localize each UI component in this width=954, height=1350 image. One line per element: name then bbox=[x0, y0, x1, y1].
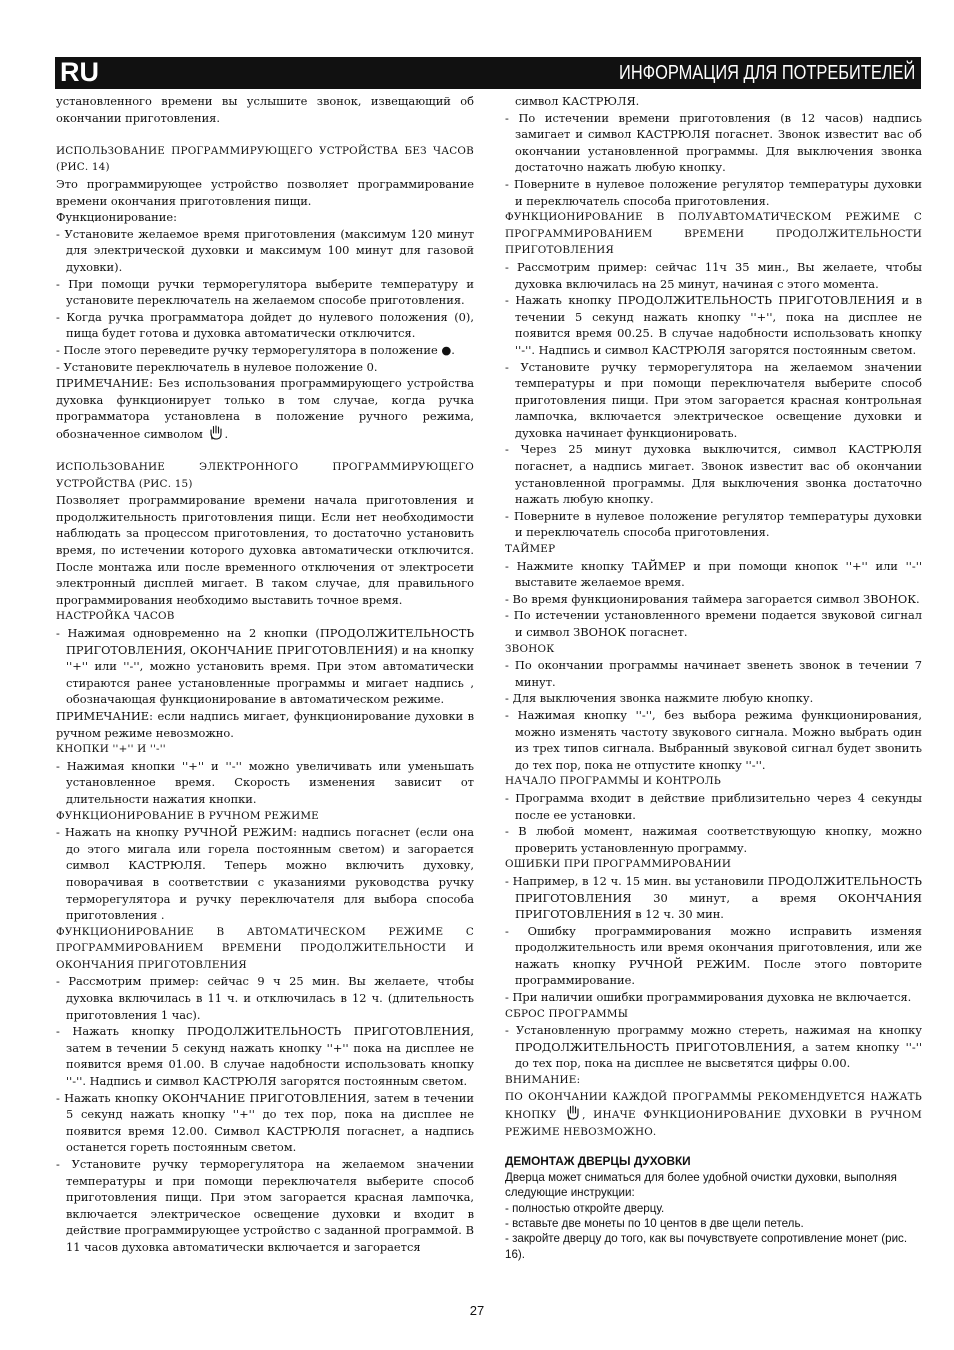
list-item bbox=[56, 625, 474, 708]
text: - Нажать на кнопку РУЧНОЙ РЕЖИМ: надпись погаснет (если она до этого мигала или горела постоянным светом) и загорается символ КАСТРЮЛЯ. Теперь можно включить духовку, поворачивая в соответствии с указаниями руководства ручку терморегулятора и ручку переключателя для выбора способа приготовления . bbox=[56, 825, 474, 923]
text: - Установите ручку терморегулятора на желаемом значении температуры и при помощи переключателя выберите способ приготовления пищи. При этом загорается красная контрольная лампочка, включается электрическое освещение духовки и духовка начинает функционировать. bbox=[505, 359, 922, 440]
list-item bbox=[56, 1156, 474, 1256]
list-item bbox=[505, 558, 922, 591]
paragraph bbox=[56, 93, 474, 126]
list-item bbox=[505, 508, 922, 541]
section-heading bbox=[56, 608, 474, 625]
list-item bbox=[505, 359, 922, 442]
list-item bbox=[56, 1090, 474, 1156]
section-heading bbox=[505, 856, 922, 873]
list-item bbox=[505, 176, 922, 209]
section-heading bbox=[56, 459, 474, 492]
page-header bbox=[55, 57, 921, 89]
text: - Поверните в нулевое положение регулятор температуры духовки и переключатель способа приготовления. bbox=[505, 508, 922, 540]
list-item bbox=[56, 824, 474, 924]
text: - Когда ручка программатора дойдет до нулевого положения (0), пища будет готова и духовка автоматически отключится. bbox=[56, 309, 474, 341]
section-heading bbox=[505, 209, 922, 259]
section-heading bbox=[56, 143, 474, 176]
text: - В любой момент, нажимая соответствующую кнопку, можно проверить установленную программу. bbox=[505, 824, 922, 855]
section-heading bbox=[56, 924, 474, 974]
paragraph bbox=[56, 375, 474, 442]
list-item bbox=[56, 973, 474, 1023]
text: ОШИБКИ ПРИ ПРОГРАММИРОВАНИИ bbox=[505, 858, 732, 871]
text: ТАЙМЕР bbox=[505, 543, 556, 556]
page-number: 27 bbox=[469, 1303, 485, 1318]
text: - Во время функционирования таймера загорается символ ЗВОНОК. bbox=[505, 591, 920, 606]
door-removal-section bbox=[505, 1154, 922, 1262]
section-heading bbox=[505, 1006, 922, 1023]
list-item bbox=[56, 226, 474, 276]
text: - Установите переключатель в нулевое положение 0. bbox=[56, 359, 378, 374]
text: - Установленную программу можно стереть, нажимая на кнопку ПРОДОЛЖИТЕЛЬНОСТЬ ПРИГОТОВЛЕНИЯ, а затем кнопку ''-'' до тех пор, пока на дисплее не высветятся цифры 0.00. bbox=[505, 1023, 922, 1071]
paragraph bbox=[505, 93, 922, 110]
text: Функционирование: bbox=[56, 210, 177, 225]
spacer bbox=[56, 442, 474, 459]
right-column bbox=[505, 93, 922, 1262]
list-item bbox=[505, 873, 922, 923]
list-item bbox=[505, 607, 922, 640]
text: установленного времени вы услышите звонок, извещающий об окончании приготовления. bbox=[56, 94, 474, 125]
text: Это программирующее устройство позволяет программирование времени окончания приготовления пищи. bbox=[56, 176, 474, 208]
section-heading bbox=[56, 808, 474, 825]
list-item bbox=[505, 1022, 922, 1072]
list-item bbox=[505, 707, 922, 773]
list-item bbox=[56, 342, 474, 359]
text: , ИНАЧЕ ФУНКЦИОНИРОВАНИЕ ДУХОВКИ В РУЧНОМ РЕЖИМЕ НЕВОЗМОЖНО. bbox=[505, 1109, 922, 1138]
text: ПРИМЕЧАНИЕ: Без использования программирующего устройства духовка функционирует только в том случае, когда ручка программатора установлена в положение ручного режима, обозначенное символом bbox=[56, 376, 474, 441]
language-code: RU bbox=[60, 57, 99, 87]
list-item bbox=[505, 989, 922, 1006]
paragraph bbox=[505, 1089, 922, 1141]
list-item bbox=[56, 309, 474, 342]
text: - Например, в 12 ч. 15 мин. вы установили ПРОДОЛЖИТЕЛЬНОСТЬ ПРИГОТОВЛЕНИЯ 30 минут, а время ОКОНЧАНИЯ ПРИГОТОВЛЕНИЯ в 12 ч. 30 мин. bbox=[505, 873, 922, 922]
list-item bbox=[505, 441, 922, 507]
door-removal-line: Дверца может сниматься для более удобной очистки духовки, выполняя следующие инструкции: bbox=[505, 1170, 897, 1200]
list-item bbox=[505, 690, 922, 707]
list-item bbox=[505, 591, 922, 608]
spacer bbox=[56, 126, 474, 143]
list-item bbox=[505, 823, 922, 856]
list-item bbox=[505, 110, 922, 176]
text: - Рассмотрим пример: сейчас 11ч 35 мин., Вы желаете, чтобы духовка включилась на 25 минут, начиная с этого момента. bbox=[505, 259, 922, 291]
section-heading bbox=[505, 641, 922, 658]
section-heading bbox=[505, 541, 922, 558]
paragraph bbox=[56, 492, 474, 608]
list-item bbox=[56, 276, 474, 309]
text: ИСПОЛЬЗОВАНИЕ ПРОГРАММИРУЮЩЕГО УСТРОЙСТВА БЕЗ ЧАСОВ (РИС. 14) bbox=[56, 144, 474, 174]
text: - Для выключения звонка нажмите любую кнопку. bbox=[505, 691, 814, 706]
text: - Нажать кнопку ПРОДОЛЖИТЕЛЬНОСТЬ ПРИГОТОВЛЕНИЯ, затем в течении 5 секунд нажать кнопку ''+'' пока на дисплее не появится время 01.00. В случае надобности использовать кнопку ''-''. Надпись и символ КАСТРЮЛЯ загорятся постоянным светом. bbox=[56, 1024, 474, 1089]
section-heading bbox=[56, 741, 474, 758]
text: - Ошибку программирования можно исправить изменяя продолжительность или время окончания приготовления, или же нажать кнопку РУЧНОЙ РЕЖИМ. После этого повторите программирование. bbox=[505, 923, 922, 988]
section-heading bbox=[505, 773, 922, 790]
text: - Установите желаемое время приготовления (максимум 120 минут для электрической духовки и максимум 100 минут для газовой духовки). bbox=[56, 226, 474, 274]
list-item bbox=[505, 259, 922, 292]
paragraph bbox=[56, 708, 474, 741]
list-item bbox=[56, 758, 474, 808]
text: ПРИМЕЧАНИЕ: если надпись мигает, функционирование духовки в ручном режиме невозможно. bbox=[56, 708, 474, 740]
text: - Нажать кнопку ОКОНЧАНИЕ ПРИГОТОВЛЕНИЯ, затем в течении 5 секунд нажать кнопку ''+'' до тех пор, пока на дисплее не появится время 12.00. Символ КАСТРЮЛЯ погаснет, а надпись останется гореть постоянным светом. bbox=[56, 1090, 474, 1155]
text: - По истечении времени приготовления (в 12 часов) надпись замигает и символ КАСТРЮЛЯ погаснет. Звонок известит вас об окончании установленной программы. Для выключения звонка достаточно нажать любую кнопку. bbox=[505, 110, 922, 175]
hand-icon bbox=[209, 425, 223, 440]
text: - Программа входит в действие приблизительно через 4 секунды после ее установки. bbox=[505, 790, 922, 822]
hand-icon bbox=[566, 1105, 580, 1120]
list-item bbox=[505, 790, 922, 823]
door-removal-heading: ДЕМОНТАЖ ДВЕРЦЫ ДУХОВКИ bbox=[505, 1154, 691, 1169]
text: ФУНКЦИОНИРОВАНИЕ В РУЧНОМ РЕЖИМЕ bbox=[56, 809, 319, 822]
door-removal-line: - полностью откройте дверцу. bbox=[505, 1201, 665, 1215]
list-item bbox=[56, 1023, 474, 1089]
text: КНОПКИ ''+'' И ''-'' bbox=[56, 743, 166, 756]
list-item bbox=[505, 292, 922, 358]
text: - По истечении установленного времени подается звуковой сигнал и символ ЗВОНОК погаснет. bbox=[505, 608, 922, 639]
text: ФУНКЦИОНИРОВАНИЕ В АВТОМАТИЧЕСКОМ РЕЖИМЕ С ПРОГРАММИРОВАНИЕМ ВРЕМЕНИ ПРОДОЛЖИТЕЛЬНОСТИ И ОКОНЧАНИЯ ПРИГОТОВЛЕНИЯ bbox=[56, 925, 474, 971]
door-removal-line: - закройте дверцу до того, как вы почувствуете сопротивление монет (рис. 16). bbox=[505, 1232, 908, 1261]
text: - Нажимая кнопки ''+'' и ''-'' можно увеличивать или уменьшать установленное время. Скорость изменения зависит от длительности нажатия кнопки. bbox=[56, 758, 474, 806]
text: - Поверните в нулевое положение регулятор температуры духовки и переключатель способа приготовления. bbox=[505, 176, 922, 208]
text: ЗВОНОК bbox=[505, 642, 555, 655]
paragraph bbox=[56, 176, 474, 209]
text: Позволяет программирование времени начала приготовления и продолжительность приготовления пищи. Если нет необходимости наблюдать за процессом приготовления, то достаточно установить время, по истечении которого духовка автоматически отключится. После монтажа или после временного отключения от электросети электронный дисплей мигает. В таком случае, для правильного программирования необходимо выставить точное время. bbox=[56, 493, 474, 607]
text: - При помощи ручки терморегулятора выберите температуру и установите переключатель на желаемом способе приготовления. bbox=[56, 276, 474, 308]
text: - По окончании программы начинает звенеть звонок в течении 7 минут. bbox=[505, 658, 922, 689]
text: ИСПОЛЬЗОВАНИЕ ЭЛЕКТРОННОГО ПРОГРАММИРУЮЩЕГО УСТРОЙСТВА (РИС. 15) bbox=[56, 461, 474, 490]
door-removal-line: - вставьте две монеты по 10 центов в две щели петель. bbox=[505, 1217, 804, 1231]
text: ВНИМАНИЕ: bbox=[505, 1074, 581, 1087]
list-item bbox=[56, 359, 474, 376]
text: . bbox=[224, 426, 229, 441]
paragraph bbox=[56, 209, 474, 226]
text: - Через 25 минут духовка выключится, символ КАСТРЮЛЯ погаснет, а надпись мигает. Звонок известит вас об окончании установленной программы. Для выключения звонка достаточно нажать любую кнопку. bbox=[505, 442, 922, 507]
list-item bbox=[505, 657, 922, 690]
text: - Установите ручку терморегулятора на желаемом значении температуры и при помощи переключателя выберите способ приготовления пищи. При этом загорается красная лампочка, включается электрическое освещение духовки и входит в действие программирующее устройство с заданной программой. В 11 часов духовка автоматически включается и загорается bbox=[56, 1157, 474, 1254]
text: - Нажмите кнопку ТАЙМЕР и при помощи кнопок ''+'' или ''-'' выставите желаемое время. bbox=[505, 558, 922, 590]
text: НАЧАЛО ПРОГРАММЫ И КОНТРОЛЬ bbox=[505, 775, 721, 788]
text: - Рассмотрим пример: сейчас 9 ч 25 мин. Вы желаете, чтобы духовка включилась в 11 ч. и отключилась в 12 ч. (длительность приготовления 1 час). bbox=[56, 974, 474, 1022]
text: - Нажать кнопку ПРОДОЛЖИТЕЛЬНОСТЬ ПРИГОТОВЛЕНИЯ и в течении 5 секунд нажать кнопку ''+'', пока на дисплее не появится время 00.25. В случае надобности использовать кнопку ''-''. Надпись и символ КАСТРЮЛЯ загорятся постоянным светом. bbox=[505, 293, 922, 357]
text: - Нажимая одновременно на 2 кнопки (ПРОДОЛЖИТЕЛЬНОСТЬ ПРИГОТОВЛЕНИЯ, ОКОНЧАНИЕ ПРИГОТОВЛЕНИЯ) и на кнопку ''+'' или ''-'', можно установить время. При этом автоматически стираются ранее установленные программы и мигает надпись , обозначающая функционирование в автоматическом режиме. bbox=[56, 626, 474, 707]
header-title: ИНФОРМАЦИЯ ДЛЯ ПОТРЕБИТЕЛЕЙ bbox=[618, 62, 915, 84]
text: - После этого переведите ручку терморегулятора в положение ●. bbox=[56, 342, 455, 357]
text: СБРОС ПРОГРАММЫ bbox=[505, 1007, 629, 1020]
list-item bbox=[505, 923, 922, 989]
left-column bbox=[56, 93, 474, 1256]
section-heading bbox=[505, 1072, 922, 1089]
text: символ КАСТРЮЛЯ. bbox=[515, 94, 640, 108]
text: - При наличии ошибки программирования духовка не включается. bbox=[505, 990, 912, 1005]
text: - Нажимая кнопку ''-'', без выбора режима функционирования, можно изменять частоту звукового сигнала. Можно выбрать один из трех типов сигнала. Выбранный звуковой сигнал будет звонить до тех пор, пока не отпустите кнопку ''-''. bbox=[505, 707, 922, 772]
text: ПО ОКОНЧАНИИ КАЖДОЙ ПРОГРАММЫ РЕКОМЕНДУЕТСЯ НАЖАТЬ КНОПКУ bbox=[505, 1090, 922, 1122]
text: ФУНКЦИОНИРОВАНИЕ В ПОЛУАВТОМАТИЧЕСКОМ РЕЖИМЕ С ПРОГРАММИРОВАНИЕМ ВРЕМЕНИ ПРОДОЛЖИТЕЛЬНОСТИ ПРИГОТОВЛЕНИЯ bbox=[505, 211, 922, 257]
text: НАСТРОЙКА ЧАСОВ bbox=[56, 610, 175, 623]
